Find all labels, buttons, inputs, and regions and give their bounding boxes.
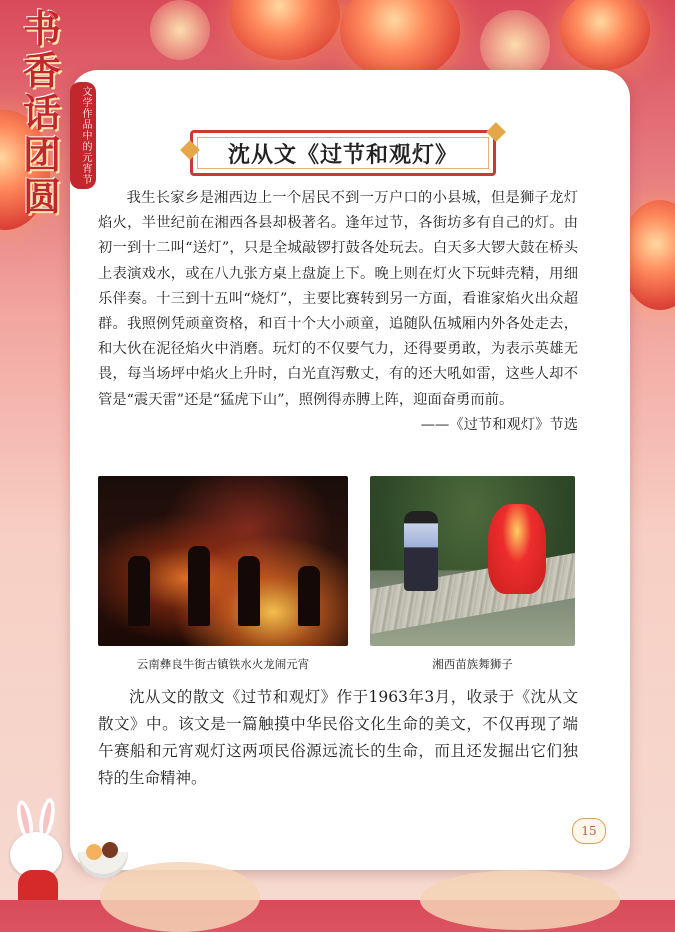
photo-fire-dragon [98, 476, 348, 646]
photo-lion [488, 504, 546, 594]
commentary-text: 沈从文的散文《过节和观灯》作于1963年3月，收录于《沈从文散文》中。该文是一篇触摸中华民俗文化生命的美文，不仅再现了端午赛船和元宵观灯这两项民俗源远流长的生命，而且还发掘出它们独特的生命精神。 [98, 688, 578, 787]
photo-figure [128, 556, 150, 626]
tangyuan-icon [86, 844, 102, 860]
excerpt-block [98, 186, 578, 438]
column-title-char: 团 [22, 133, 61, 177]
column-title-char: 话 [22, 91, 61, 135]
column-title [12, 8, 72, 218]
cloud-decoration [100, 862, 260, 932]
page-number: 15 [572, 818, 606, 844]
commentary-block [98, 684, 578, 792]
article-title-frame [190, 130, 496, 176]
column-title-char: 书 [22, 7, 61, 51]
column-title-char: 香 [22, 49, 61, 93]
column-title-char: 圆 [22, 175, 61, 219]
lantern-decoration [230, 0, 340, 60]
photo-lion-dance [370, 476, 575, 646]
lantern-decoration [560, 0, 650, 70]
photo-figure [238, 556, 260, 626]
rabbit-body-icon [18, 870, 58, 900]
light-glow-decoration [150, 0, 210, 60]
column-subtitle: 文学作品中的元宵节 [70, 82, 96, 189]
photo-caption: 湘西苗族舞狮子 [432, 657, 513, 671]
tangyuan-icon [102, 842, 118, 858]
photo-caption: 云南彝良牛街古镇铁水火龙闹元宵 [136, 657, 310, 671]
excerpt-source: ——《过节和观灯》节选 [420, 416, 578, 433]
excerpt-text: 我生长家乡是湘西边上一个居民不到一万户口的小县城，但是狮子龙灯焰火，半世纪前在湘西各县却极著名。逢年过节，各街坊多有自己的灯。由初一到十二叫“送灯”，只是全城敲锣打鼓各处玩去。白天多大锣大鼓在桥头上表演戏水，或在八九张方桌上盘旋上下。晚上则在灯火下玩蚌壳精，用细乐伴奏。十三到十五叫“烧灯”，主要比赛转到另一方面，看谁家焰火出众超群。我照例凭顽童资格，和百十个大小顽童，追随队伍城厢内外各处走去，和大伙在泥径焰火中消磨。玩灯的不仅要气力，还得要勇敢，为表示英雄无畏，每当场坪中焰火上升时，白光直泻敷丈，有的还大吼如雷，这些人却不管是“震天雷”还是“猛虎下山”，照例得赤膊上阵，迎面奋勇而前。 [98, 190, 578, 408]
photo-figure [298, 566, 320, 626]
photo-performer [404, 511, 438, 591]
photo-figure [188, 546, 210, 626]
lantern-decoration [340, 0, 460, 80]
article-title: 沈从文《过节和观灯》 [227, 142, 458, 168]
cloud-decoration [420, 870, 620, 930]
